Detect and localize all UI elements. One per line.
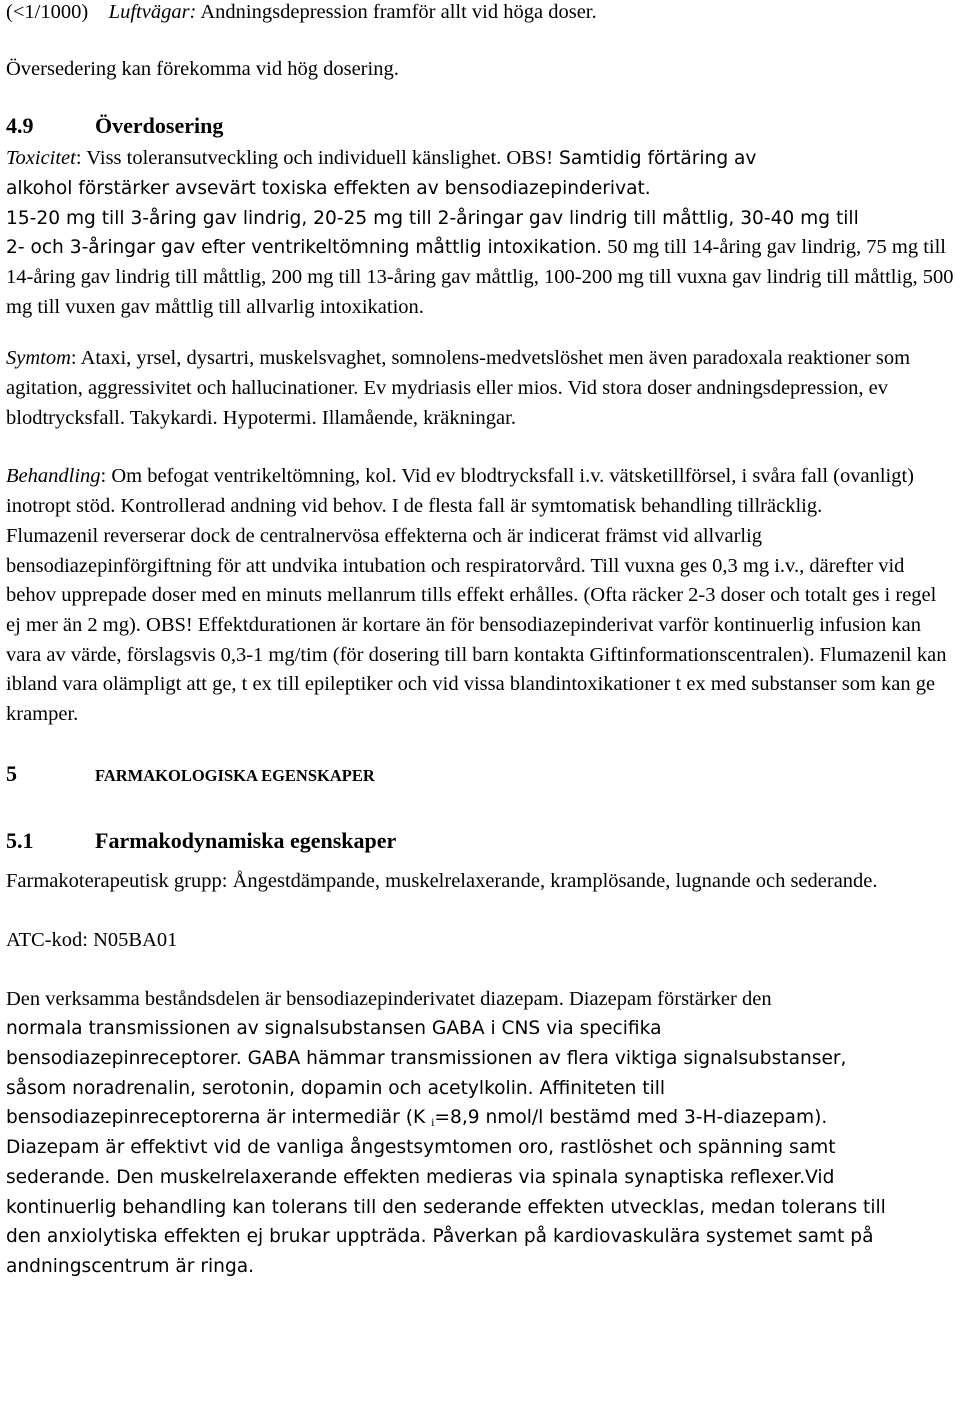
symtom-paragraph	[6, 344, 956, 433]
section-number: 4.9	[6, 113, 34, 139]
verksam-text-g: Diazepam är effektivt vid de vanliga ångestsymtomen oro, rastlöshet och spänning samt	[6, 1137, 836, 1159]
toxicitet-paragraph	[6, 144, 956, 322]
verksam-text-f: =8,9 nmol/l bestämd med 3-H-diazepam).	[434, 1107, 828, 1129]
section-title: Farmakodynamiska egenskaper	[95, 828, 397, 854]
section-heading-5-1	[6, 826, 956, 856]
subscript-i: i	[431, 1115, 435, 1130]
section-heading-4-9	[6, 111, 956, 141]
oversedering-text: Översedering kan förekomma vid hög dosering.	[6, 57, 399, 80]
toxicitet-text-c: alkohol förstärker avsevärt toxiska effekten av bensodiazepinderivat.	[6, 177, 651, 199]
luftvagar-label: Luftvägar:	[108, 1, 197, 23]
frequency-text: (<1/1000)	[6, 1, 89, 23]
verksam-text-a: Den verksamma beståndsdelen är bensodiazepinderivatet diazepam. Diazepam förstärker den	[6, 987, 772, 1010]
verksam-text-c: bensodiazepinreceptorer. GABA hämmar transmissionen av flera viktiga signalsubstanser,	[6, 1047, 847, 1069]
behandling-paragraph	[6, 462, 956, 521]
symtom-text: : Ataxi, yrsel, dysartri, muskelsvaghet, somnolens-medvetslöshet men även paradoxala reaktioner som agitation, aggressivitet och hallucinationer. Ev mydriasis eller mios. Vid stora doser andningsdepression, ev blodtrycksfall. Takykardi. Hypotermi. Illamående, kräkningar.	[6, 347, 911, 429]
toxicitet-text-f: 50 mg till 14-åring gav lindrig, 75 mg till 14-åring gav lindrig till måttlig, 200 mg till 13-åring gav måttlig, 100-200 mg till vuxna gav lindrig till måttlig, 500 mg till vuxen gav måttlig till allvarlig intoxikation.	[6, 236, 954, 318]
luftvagar-line	[6, 0, 956, 28]
verksam-text-d: såsom noradrenalin, serotonin, dopamin och acetylkolin. Affiniteten till	[6, 1077, 666, 1099]
toxicitet-text-b: Samtidig förtäring av	[553, 148, 757, 170]
verksam-paragraph	[6, 985, 956, 1282]
oversedering-line	[6, 55, 956, 85]
atc-code: ATC-kod: N05BA01	[6, 928, 178, 951]
section-title: Överdosering	[95, 113, 224, 139]
flumazenil-paragraph: Flumazenil reverserar dock de centralnervösa effekterna och är indicerat främst vid allvarlig bensodiazepinförgiftning för att undvika intubation och respiratorvård. Till vuxna ges 0,3 mg i.v., därefter vid behov upprepade doser med en minuts mellanrum tills effekt erhålles. (Ofta räcker 2-3 doser och totalt ges i regel ej mer än 2 mg). OBS! Effektdurationen är kortare än för bensodiazepinderivat varför kontinuerlig infusion kan vara av värde, förslagsvis 0,3-1 mg/tim (för dosering till barn kontakta Giftinformationscentralen). Flumazenil kan ibland vara olämpligt att ge, t ex till epileptiker och vid vissa blandintoxikationer t ex med substanser som kan ge kramper.	[6, 524, 947, 726]
document-page	[6, 0, 956, 1282]
section-heading-5	[6, 759, 956, 791]
section-number: 5	[6, 760, 17, 786]
verksam-text-i: kontinuerlig behandling kan tolerans till den sederande effekten utvecklas, medan tolerans till	[6, 1196, 886, 1218]
farmakoterapeutisk-grupp: Farmakoterapeutisk grupp: Ångestdämpande, muskelrelaxerande, kramplösande, lugnande och sederande.	[6, 870, 878, 893]
luftvagar-text: Andningsdepression framför allt vid höga doser.	[196, 1, 597, 23]
behandling-label: Behandling	[6, 465, 101, 488]
verksam-text-j: den anxiolytiska effekten ej brukar uppträda. Påverkan på kardiovaskulära systemet samt på	[6, 1226, 874, 1248]
verksam-text-h: sederande. Den muskelrelaxerande effekten medieras via spinala synaptiska reflexer.Vid	[6, 1166, 835, 1188]
section-title: FARMAKOLOGISKA EGENSKAPER	[95, 765, 375, 785]
symtom-label: Symtom	[6, 347, 71, 370]
toxicitet-text: : Viss toleransutveckling och individuell känslighet. OBS!	[75, 147, 554, 170]
verksam-text-e: bensodiazepinreceptorerna är intermediär (K	[6, 1107, 432, 1129]
behandling-text: : Om befogat ventrikeltömning, kol. Vid ev blodtrycksfall i.v. vätsketillförsel, i svåra fall (ovanligt) inotropt stöd. Kontrollerad andning vid behov. I de flesta fall är symtomatisk behandling tillräcklig.	[6, 465, 914, 518]
toxicitet-text-e: 2- och 3-åringar gav efter ventrikeltömning måttlig intoxikation.	[6, 237, 603, 259]
toxicitet-text-d: 15-20 mg till 3-åring gav lindrig, 20-25 mg till 2-åringar gav lindrig till måttlig, 30-40 mg till	[6, 207, 859, 229]
verksam-text-b: normala transmissionen av signalsubstansen GABA i CNS via specifika	[6, 1018, 662, 1040]
verksam-text-k: andningscentrum är ringa.	[6, 1255, 255, 1277]
toxicitet-label: Toxicitet	[6, 147, 76, 170]
section-number: 5.1	[6, 828, 34, 854]
